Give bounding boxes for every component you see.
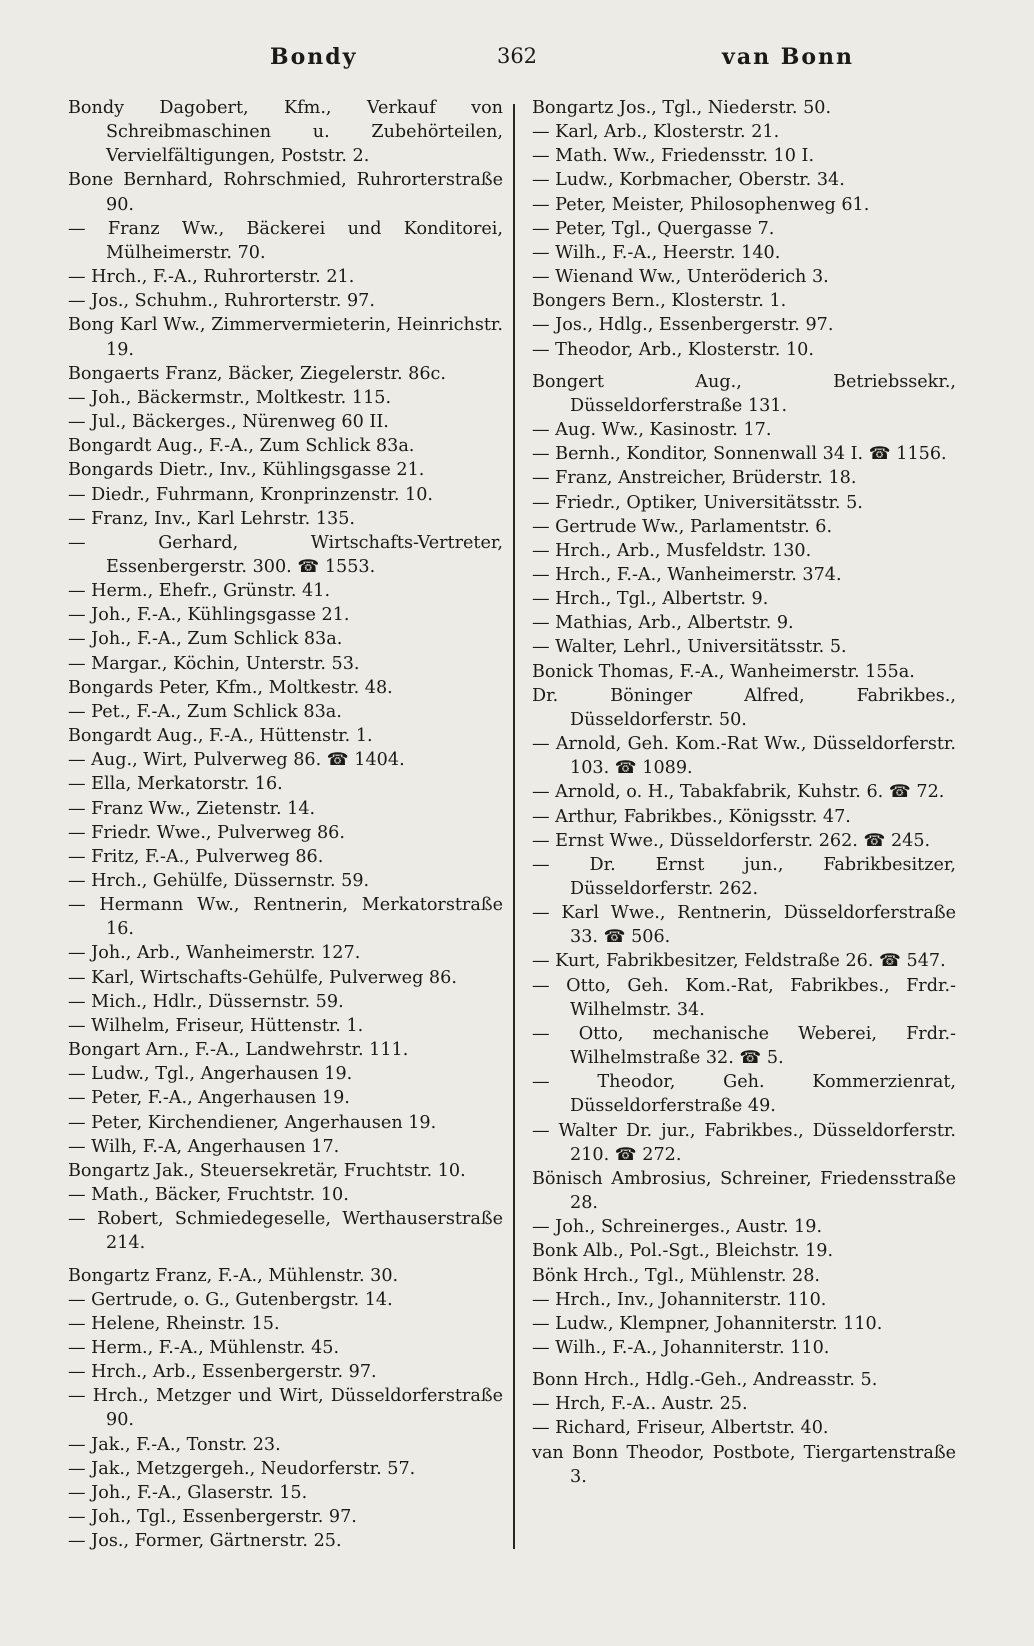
- page-number: 362: [496, 44, 538, 68]
- directory-entry: van Bonn Theodor, Postbote, Tiergartenstraße 3.: [532, 1442, 956, 1487]
- directory-entry: — Robert, Schmiedegeselle, Werthauserstraße 214.: [68, 1209, 503, 1254]
- directory-entry: — Helene, Rheinstr. 15.: [68, 1313, 280, 1334]
- directory-entry: — Aug., Wirt, Pulverweg 86. ☎ 1404.: [68, 750, 405, 771]
- directory-entry: — Hrch., F.-A., Wanheimerstr. 374.: [532, 564, 842, 585]
- directory-entry: Dr. Böninger Alfred, Fabrikbes., Düsseldorferstr. 50.: [532, 685, 956, 730]
- directory-entry: — Joh., F.-A., Zum Schlick 83a.: [68, 629, 343, 650]
- directory-entry: Bonk Alb., Pol.-Sgt., Bleichstr. 19.: [532, 1241, 834, 1262]
- directory-entry: Bongards Peter, Kfm., Moltkestr. 48.: [68, 677, 393, 698]
- directory-entry: — Joh., Schreinerges., Austr. 19.: [532, 1217, 823, 1238]
- directory-entry: — Wilh, F.-A, Angerhausen 17.: [68, 1136, 340, 1157]
- directory-entry: — Hrch., F.-A., Ruhrorterstr. 21.: [68, 267, 355, 288]
- directory-entry: — Jos., Hdlg., Essenbergerstr. 97.: [532, 315, 834, 336]
- directory-entry: Bongaerts Franz, Bäcker, Ziegelerstr. 86c.: [68, 363, 446, 384]
- directory-entry: Bönisch Ambrosius, Schreiner, Friedensstraße 28.: [532, 1168, 956, 1214]
- directory-entry: — Gerhard, Wirtschafts-Vertreter, Essenbergerstr. 300. ☎ 1553.: [68, 532, 503, 577]
- directory-entry: — Otto, mechanische Weberei, Frdr.-Wilhelmstraße 32. ☎ 5.: [532, 1023, 956, 1069]
- directory-entry: — Arnold, o. H., Tabakfabrik, Kuhstr. 6. ☎ 72.: [532, 782, 945, 803]
- directory-entry: — Hrch., Tgl., Albertstr. 9.: [532, 589, 769, 610]
- directory-entry: — Dr. Ernst jun., Fabrikbesitzer, Düsseldorferstr. 262.: [532, 854, 956, 899]
- directory-entry: — Pet., F.-A., Zum Schlick 83a.: [68, 701, 342, 722]
- directory-entry: — Joh., F.-A., Glaserstr. 15.: [68, 1482, 308, 1503]
- directory-entry: Bongards Dietr., Inv., Kühlingsgasse 21.: [68, 460, 425, 481]
- left-column: [68, 96, 503, 1553]
- directory-entry: Bönk Hrch., Tgl., Mühlenstr. 28.: [532, 1265, 821, 1286]
- directory-entry: — Hrch., Arb., Musfeldstr. 130.: [532, 540, 812, 561]
- directory-entry: — Fritz, F.-A., Pulverweg 86.: [68, 846, 324, 867]
- directory-entry: — Kurt, Fabrikbesitzer, Feldstraße 26. ☎ 547.: [532, 951, 946, 972]
- directory-entry: — Walter, Lehrl., Universitätsstr. 5.: [532, 637, 847, 658]
- directory-entry: Bondy Dagobert, Kfm., Verkauf von Schreibmaschinen u. Zubehörteilen, Vervielfältigungen, Poststr. 2.: [68, 98, 503, 167]
- directory-entry: — Peter, F.-A., Angerhausen 19.: [68, 1088, 350, 1109]
- directory-entry: — Herm., Ehefr., Grünstr. 41.: [68, 581, 331, 602]
- directory-entry: — Joh., F.-A., Kühlingsgasse 21.: [68, 605, 350, 626]
- directory-entry: — Gertrude Ww., Parlamentstr. 6.: [532, 516, 833, 537]
- directory-entry: — Franz, Inv., Karl Lehrstr. 135.: [68, 508, 356, 529]
- directory-entry: Bongartz Jak., Steuersekretär, Fruchtstr. 10.: [68, 1160, 466, 1181]
- directory-entry: Bong Karl Ww., Zimmervermieterin, Heinrichstr. 19.: [68, 315, 503, 360]
- directory-entry: — Franz Ww., Zietenstr. 14.: [68, 798, 316, 819]
- directory-entry: — Hrch., Metzger und Wirt, Düsseldorferstraße 90.: [68, 1386, 503, 1431]
- directory-entry: — Hrch., Gehülfe, Düssernstr. 59.: [68, 871, 370, 891]
- directory-entry: Bonick Thomas, F.-A., Wanheimerstr. 155a.: [532, 661, 915, 682]
- directory-entry: — Ludw., Korbmacher, Oberstr. 34.: [532, 170, 845, 191]
- directory-entry: — Jul., Bäckerges., Nürenweg 60 II.: [68, 412, 389, 433]
- directory-entry: — Ludw., Tgl., Angerhausen 19.: [68, 1064, 353, 1085]
- directory-entry: — Hrch, F.-A.. Austr. 25.: [532, 1394, 748, 1415]
- directory-entry: — Herm., F.-A., Mühlenstr. 45.: [68, 1337, 340, 1358]
- directory-entry: — Theodor, Arb., Klosterstr. 10.: [532, 339, 814, 360]
- directory-entry: Bonn Hrch., Hdlg.-Geh., Andreasstr. 5.: [532, 1370, 878, 1391]
- directory-entry: — Otto, Geh. Kom.-Rat, Fabrikbes., Frdr.-Wilhelmstr. 34.: [532, 975, 956, 1020]
- directory-entry: — Margar., Köchin, Unterstr. 53.: [68, 653, 360, 674]
- directory-entry: — Karl, Wirtschafts-Gehülfe, Pulverweg 86.: [68, 967, 457, 988]
- running-header: [70, 44, 964, 78]
- directory-entry: — Wilh., F.-A., Heerstr. 140.: [532, 242, 781, 263]
- directory-entry: — Jak., Metzgergeh., Neudorferstr. 57.: [68, 1458, 416, 1479]
- directory-entry: — Mich., Hdlr., Düssernstr. 59.: [68, 991, 344, 1012]
- directory-entry: — Theodor, Geh. Kommerzienrat, Düsseldorferstraße 49.: [532, 1072, 956, 1117]
- directory-entry: — Arnold, Geh. Kom.-Rat Ww., Düsseldorferstr. 103. ☎ 1089.: [532, 734, 956, 779]
- directory-entry: — Walter Dr. jur., Fabrikbes., Düsseldorferstr. 210. ☎ 272.: [532, 1120, 956, 1165]
- directory-entry: — Karl Wwe., Rentnerin, Düsseldorferstraße 33. ☎ 506.: [532, 903, 956, 948]
- directory-entry: Bongardt Aug., F.-A., Hüttenstr. 1.: [68, 726, 373, 747]
- directory-entry: — Jos., Former, Gärtnerstr. 25.: [68, 1531, 342, 1552]
- directory-entry: — Friedr., Optiker, Universitätsstr. 5.: [532, 492, 863, 513]
- directory-entry: — Peter, Kirchendiener, Angerhausen 19.: [68, 1112, 437, 1133]
- directory-entry: — Ella, Merkatorstr. 16.: [68, 774, 283, 795]
- directory-entry: — Diedr., Fuhrmann, Kronprinzenstr. 10.: [68, 484, 434, 505]
- directory-entry: — Friedr. Wwe., Pulverweg 86.: [68, 822, 345, 843]
- directory-entry: — Hrch., Arb., Essenbergerstr. 97.: [68, 1362, 377, 1383]
- directory-entry: Bongartz Franz, F.-A., Mühlenstr. 30.: [68, 1265, 399, 1286]
- directory-entry: Bongartz Jos., Tgl., Niederstr. 50.: [532, 98, 832, 118]
- directory-entry: — Ludw., Klempner, Johanniterstr. 110.: [532, 1313, 883, 1334]
- directory-entry: Bongardt Aug., F.-A., Zum Schlick 83a.: [68, 436, 415, 457]
- directory-entry: Bongert Aug., Betriebssekr., Düsseldorferstraße 131.: [532, 371, 956, 416]
- directory-entry: — Arthur, Fabrikbes., Königsstr. 47.: [532, 806, 851, 827]
- directory-entry: — Hrch., Inv., Johanniterstr. 110.: [532, 1289, 827, 1310]
- directory-entry: — Wienand Ww., Unteröderich 3.: [532, 267, 829, 288]
- directory-entry: — Peter, Tgl., Quergasse 7.: [532, 218, 775, 239]
- header-left-keyword: Bondy: [270, 44, 358, 70]
- directory-entry: — Hermann Ww., Rentnerin, Merkatorstraße 16.: [68, 895, 503, 940]
- directory-entry: — Jos., Schuhm., Ruhrorterstr. 97.: [68, 291, 375, 312]
- directory-entry: — Math. Ww., Friedensstr. 10 I.: [532, 146, 815, 167]
- directory-entry: — Franz Ww., Bäckerei und Konditorei, Mülheimerstr. 70.: [68, 218, 503, 263]
- directory-entry: Bongers Bern., Klosterstr. 1.: [532, 291, 787, 312]
- directory-entry: — Joh., Bäckermstr., Moltkestr. 115.: [68, 387, 392, 408]
- directory-entry: — Richard, Friseur, Albertstr. 40.: [532, 1418, 829, 1439]
- header-right-keyword: van Bonn: [722, 44, 854, 70]
- directory-entry: — Joh., Tgl., Essenbergerstr. 97.: [68, 1507, 357, 1528]
- directory-entry: — Wilhelm, Friseur, Hüttenstr. 1.: [68, 1015, 364, 1036]
- directory-entry: — Jak., F.-A., Tonstr. 23.: [68, 1434, 281, 1455]
- column-divider: [513, 104, 515, 1549]
- directory-entry: — Ernst Wwe., Düsseldorferstr. 262. ☎ 245.: [532, 830, 931, 851]
- directory-entry: — Karl, Arb., Klosterstr. 21.: [532, 122, 780, 143]
- directory-entry: Bone Bernhard, Rohrschmied, Ruhrorterstraße 90.: [68, 170, 503, 215]
- directory-entry: — Bernh., Konditor, Sonnenwall 34 I. ☎ 1156.: [532, 444, 947, 465]
- directory-entry: — Franz, Anstreicher, Brüderstr. 18.: [532, 468, 857, 489]
- directory-entry: — Joh., Arb., Wanheimerstr. 127.: [68, 943, 361, 964]
- directory-entry: — Math., Bäcker, Fruchtstr. 10.: [68, 1185, 349, 1206]
- directory-entry: — Aug. Ww., Kasinostr. 17.: [532, 420, 772, 441]
- right-column: [532, 96, 956, 1489]
- directory-entry: — Mathias, Arb., Albertstr. 9.: [532, 613, 794, 634]
- directory-entry: — Peter, Meister, Philosophenweg 61.: [532, 194, 870, 215]
- directory-entry: — Gertrude, o. G., Gutenbergstr. 14.: [68, 1289, 393, 1310]
- directory-entry: Bongart Arn., F.-A., Landwehrstr. 111.: [68, 1040, 409, 1061]
- directory-entry: — Wilh., F.-A., Johanniterstr. 110.: [532, 1337, 830, 1358]
